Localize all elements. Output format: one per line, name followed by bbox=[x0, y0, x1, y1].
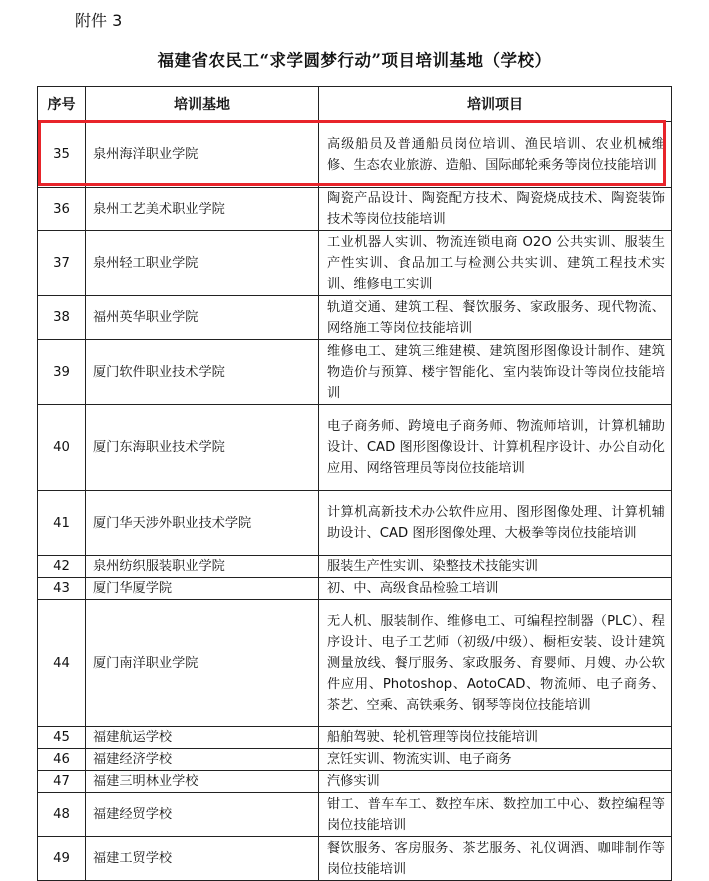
training-base-table bbox=[37, 86, 672, 881]
row-number: 38 bbox=[38, 296, 86, 340]
row-project: 维修电工、建筑三维建模、建筑图形图像设计制作、建筑物造价与预算、楼宇智能化、室内装饰设计等岗位技能培训 bbox=[319, 340, 672, 405]
row-project: 工业机器人实训、物流连锁电商 O2O 公共实训、服装生产性实训、食品加工与检测公共实训、建筑工程技术实训、维修电工实训 bbox=[319, 231, 672, 296]
row-base: 厦门东海职业技术学院 bbox=[86, 405, 319, 491]
table-row bbox=[38, 837, 672, 881]
row-project: 船舶驾驶、轮机管理等岗位技能培训 bbox=[319, 727, 672, 749]
row-project: 电子商务师、跨境电子商务师、物流师培训，计算机辅助设计、CAD 图形图像设计、计算机程序设计、办公自动化应用、网络管理员等岗位技能培训 bbox=[319, 405, 672, 491]
row-base: 福建航运学校 bbox=[86, 727, 319, 749]
row-base: 泉州纺织服装职业学院 bbox=[86, 556, 319, 578]
header-project: 培训项目 bbox=[319, 87, 672, 122]
row-base: 泉州工艺美术职业学院 bbox=[86, 188, 319, 231]
row-number: 40 bbox=[38, 405, 86, 491]
table-row bbox=[38, 578, 672, 600]
table-row bbox=[38, 793, 672, 837]
table-row bbox=[38, 491, 672, 556]
row-base: 泉州轻工职业学院 bbox=[86, 231, 319, 296]
table-row bbox=[38, 405, 672, 491]
row-number: 41 bbox=[38, 491, 86, 556]
row-base: 福建经济学校 bbox=[86, 749, 319, 771]
row-number: 48 bbox=[38, 793, 86, 837]
row-number: 43 bbox=[38, 578, 86, 600]
row-project: 高级船员及普通船员岗位培训、渔民培训、农业机械维修、生态农业旅游、造船、国际邮轮乘务等岗位技能培训 bbox=[319, 122, 672, 188]
table-row bbox=[38, 556, 672, 578]
row-number: 36 bbox=[38, 188, 86, 231]
row-number: 47 bbox=[38, 771, 86, 793]
highlight-box bbox=[38, 120, 666, 186]
row-base: 厦门软件职业技术学院 bbox=[86, 340, 319, 405]
row-number: 46 bbox=[38, 749, 86, 771]
row-project: 服装生产性实训、染整技术技能实训 bbox=[319, 556, 672, 578]
table-row bbox=[38, 231, 672, 296]
table-header-row bbox=[38, 87, 672, 122]
header-no: 序号 bbox=[38, 87, 86, 122]
row-project: 烹饪实训、物流实训、电子商务 bbox=[319, 749, 672, 771]
row-number: 49 bbox=[38, 837, 86, 881]
row-project: 餐饮服务、客房服务、茶艺服务、礼仪调酒、咖啡制作等岗位技能培训 bbox=[319, 837, 672, 881]
table-row bbox=[38, 600, 672, 727]
row-base: 厦门南洋职业学院 bbox=[86, 600, 319, 727]
row-base: 福建经贸学校 bbox=[86, 793, 319, 837]
row-base: 福建三明林业学校 bbox=[86, 771, 319, 793]
row-base: 厦门华天涉外职业技术学院 bbox=[86, 491, 319, 556]
attachment-label: 附件 3 bbox=[75, 11, 123, 30]
table-row bbox=[38, 188, 672, 231]
row-number: 37 bbox=[38, 231, 86, 296]
row-base: 厦门华厦学院 bbox=[86, 578, 319, 600]
row-number: 35 bbox=[38, 122, 86, 188]
row-number: 39 bbox=[38, 340, 86, 405]
row-project: 计算机高新技术办公软件应用、图形图像处理、计算机辅助设计、CAD 图形图像处理、大极拳等岗位技能培训 bbox=[319, 491, 672, 556]
row-project: 汽修实训 bbox=[319, 771, 672, 793]
row-base: 福州英华职业学院 bbox=[86, 296, 319, 340]
row-number: 45 bbox=[38, 727, 86, 749]
table-row bbox=[38, 749, 672, 771]
table-row bbox=[38, 771, 672, 793]
row-number: 42 bbox=[38, 556, 86, 578]
row-number: 44 bbox=[38, 600, 86, 727]
row-project: 初、中、高级食品检验工培训 bbox=[319, 578, 672, 600]
row-project: 无人机、服装制作、维修电工、可编程控制器（PLC）、程序设计、电子工艺师（初级/中级）、橱柜安装、设计建筑测量放线、餐厅服务、家政服务、育婴师、月嫂、办公软件应用、Photoshop、AotoCAD、物流师、电子商务、茶艺、空乘、高铁乘务、钢琴等岗位技能培训 bbox=[319, 600, 672, 727]
row-project: 陶瓷产品设计、陶瓷配方技术、陶瓷烧成技术、陶瓷装饰技术等岗位技能培训 bbox=[319, 188, 672, 231]
row-base: 福建工贸学校 bbox=[86, 837, 319, 881]
header-base: 培训基地 bbox=[86, 87, 319, 122]
row-base: 泉州海洋职业学院 bbox=[86, 122, 319, 188]
row-project: 轨道交通、建筑工程、餐饮服务、家政服务、现代物流、网络施工等岗位技能培训 bbox=[319, 296, 672, 340]
row-project: 钳工、普车车工、数控车床、数控加工中心、数控编程等岗位技能培训 bbox=[319, 793, 672, 837]
table-row bbox=[38, 340, 672, 405]
document-title: 福建省农民工“求学圆梦行动”项目培训基地（学校） bbox=[157, 51, 552, 70]
table-row bbox=[38, 727, 672, 749]
table-row bbox=[38, 296, 672, 340]
